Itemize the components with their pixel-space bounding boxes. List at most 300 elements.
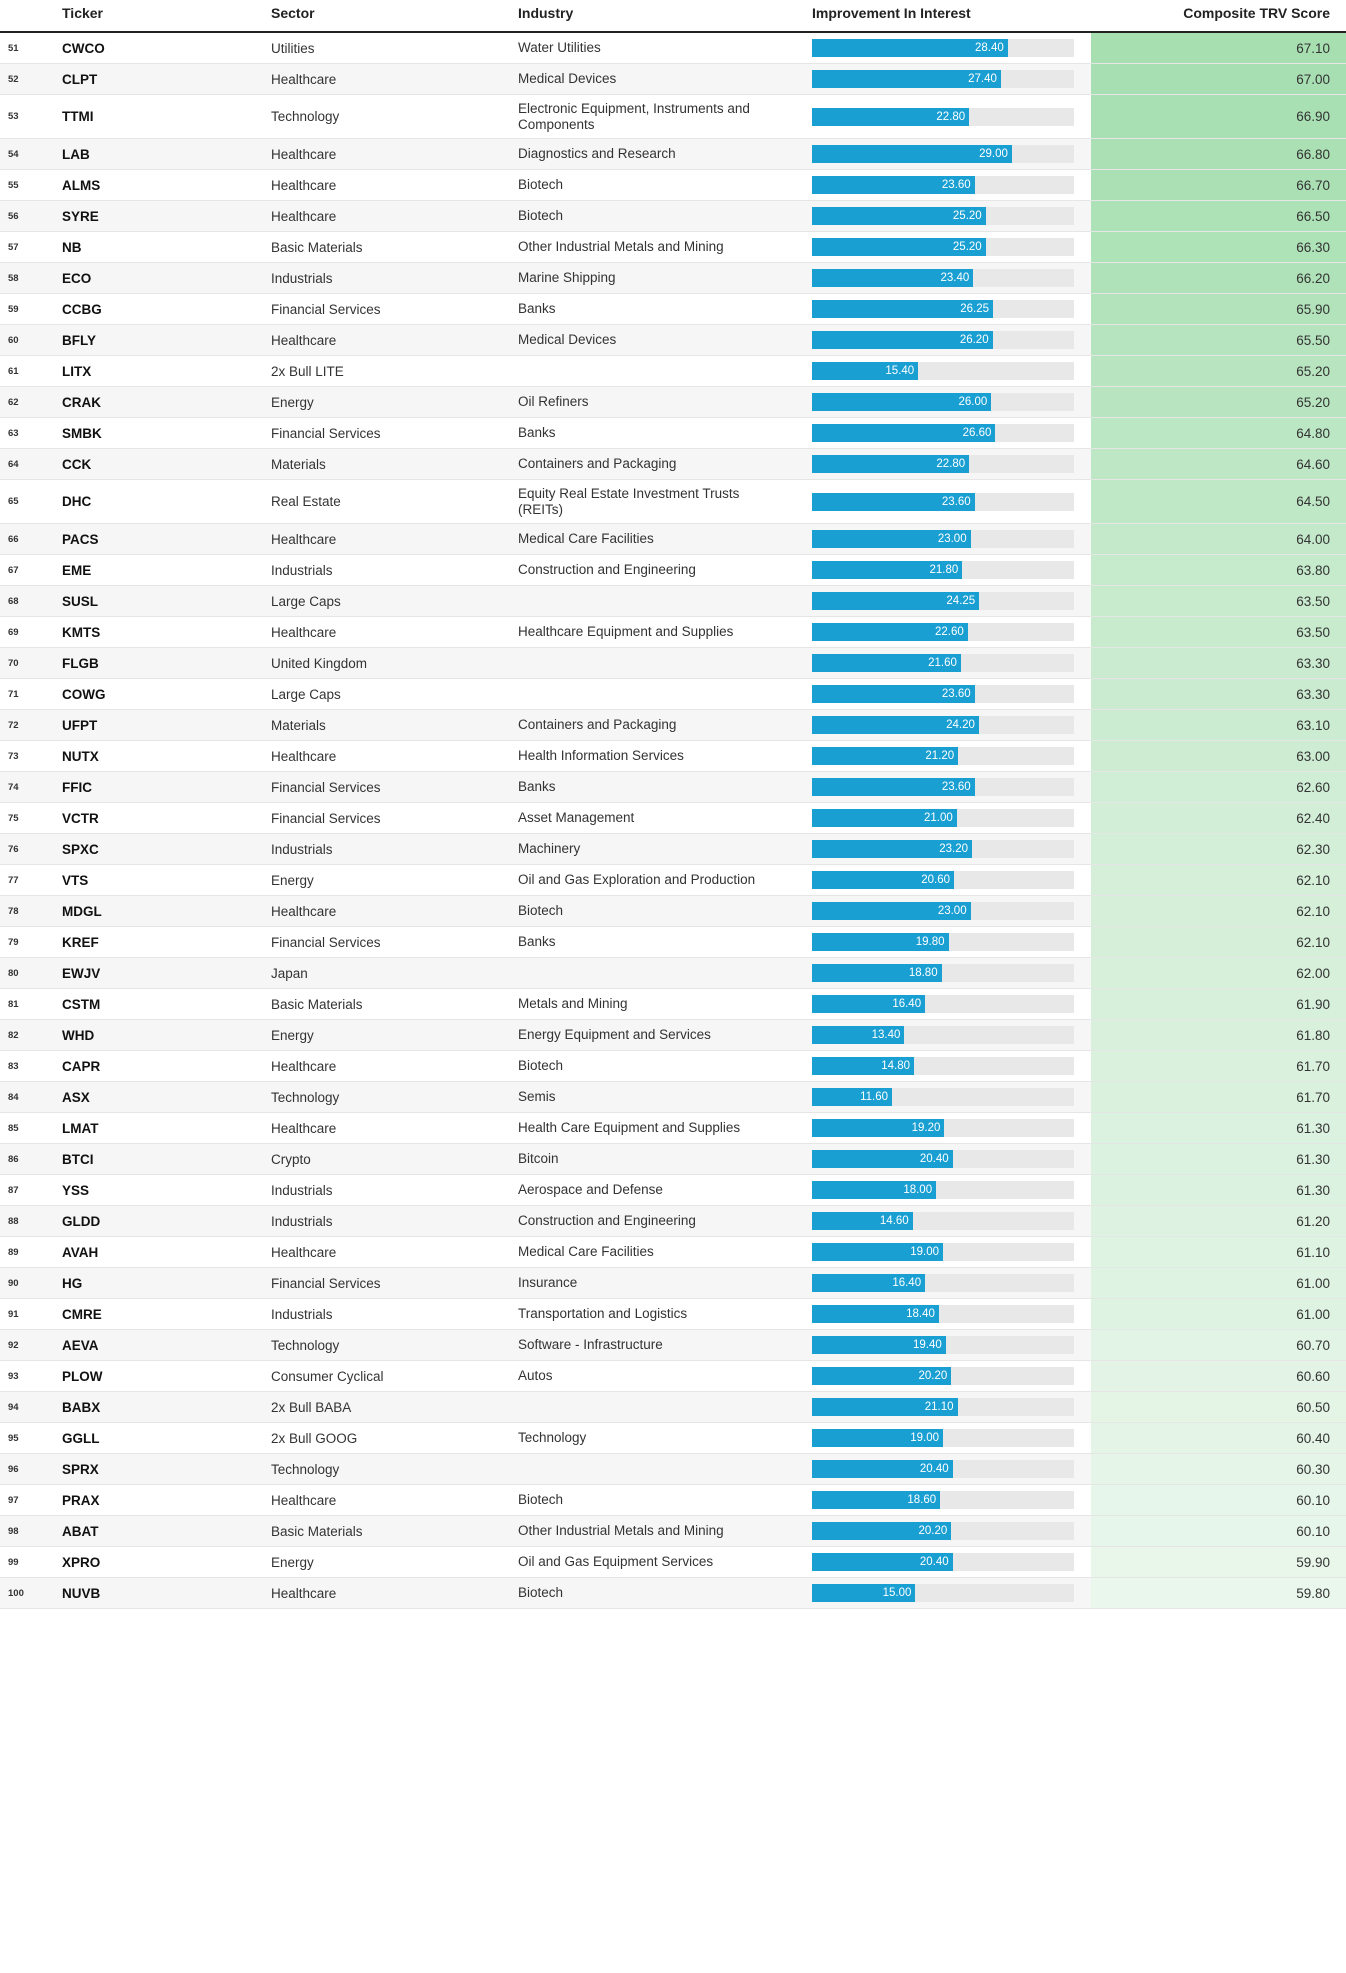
ticker-cell[interactable]: LAB [62, 146, 90, 162]
rank-cell: 90 [8, 1277, 19, 1289]
composite-trv-score-cell: 63.00 [1091, 741, 1346, 771]
interest-bar-fill [812, 1460, 953, 1478]
interest-bar-track [812, 269, 1074, 287]
interest-bar-track [812, 1057, 1074, 1075]
interest-bar-fill [812, 300, 993, 318]
rank-cell: 75 [8, 812, 19, 824]
composite-trv-score-cell: 60.70 [1091, 1330, 1346, 1360]
ticker-cell[interactable]: ALMS [62, 177, 101, 193]
column-header-ticker[interactable]: Ticker [62, 5, 103, 21]
interest-bar-fill [812, 592, 979, 610]
interest-bar-fill [812, 778, 975, 796]
interest-bar-fill [812, 530, 971, 548]
industry-cell: Machinery [518, 841, 581, 856]
ticker-cell[interactable]: FFIC [62, 779, 92, 795]
ticker-cell[interactable]: AEVA [62, 1337, 99, 1353]
ticker-cell[interactable]: PLOW [62, 1368, 103, 1384]
interest-bar-cell [812, 1020, 1074, 1050]
interest-bar-cell [812, 1578, 1074, 1608]
rank-cell: 73 [8, 750, 19, 762]
ticker-cell[interactable]: CLPT [62, 71, 98, 87]
industry-cell: Semis [518, 1089, 556, 1104]
ticker-cell[interactable]: EWJV [62, 965, 101, 981]
composite-trv-score-cell: 67.10 [1091, 33, 1346, 63]
interest-bar-fill [812, 716, 979, 734]
interest-bar-cell [812, 1175, 1074, 1205]
composite-trv-score-cell: 64.60 [1091, 449, 1346, 479]
table-row[interactable] [0, 710, 1346, 741]
interest-bar-fill [812, 1491, 940, 1509]
composite-trv-score-cell: 64.50 [1091, 480, 1346, 523]
ticker-cell[interactable]: SMBK [62, 425, 102, 441]
interest-bar-cell [812, 741, 1074, 771]
table-row[interactable] [0, 1020, 1346, 1051]
ticker-cell[interactable]: MDGL [62, 903, 102, 919]
ticker-cell[interactable]: VTS [62, 872, 89, 888]
composite-trv-score-cell: 63.30 [1091, 679, 1346, 709]
sector-cell: Energy [271, 872, 314, 888]
rank-cell: 78 [8, 905, 19, 917]
table-row[interactable] [0, 1206, 1346, 1237]
interest-bar-cell [812, 64, 1074, 94]
interest-bar-cell [812, 1423, 1074, 1453]
composite-trv-score-cell: 61.70 [1091, 1051, 1346, 1081]
composite-trv-score-cell: 66.80 [1091, 139, 1346, 169]
interest-bar-cell [812, 989, 1074, 1019]
interest-bar-cell [812, 294, 1074, 324]
industry-cell: Medical Care Facilities [518, 531, 654, 546]
composite-trv-score-cell: 62.10 [1091, 896, 1346, 926]
ticker-cell[interactable]: ABAT [62, 1523, 99, 1539]
interest-value: 20.20 [918, 1370, 948, 1382]
table-row[interactable] [0, 648, 1346, 679]
interest-bar-track [812, 424, 1074, 442]
table-row[interactable] [0, 1423, 1346, 1454]
ticker-cell[interactable]: WHD [62, 1027, 95, 1043]
interest-bar-track [812, 455, 1074, 473]
table-row[interactable] [0, 1330, 1346, 1361]
table-row[interactable] [0, 803, 1346, 834]
interest-bar-cell [812, 834, 1074, 864]
table-row[interactable] [0, 1485, 1346, 1516]
table-row[interactable] [0, 201, 1346, 232]
table-row[interactable] [0, 232, 1346, 263]
composite-trv-score-cell: 61.30 [1091, 1175, 1346, 1205]
table-row[interactable] [0, 263, 1346, 294]
composite-trv-score-cell: 60.60 [1091, 1361, 1346, 1391]
ticker-cell[interactable]: SPXC [62, 841, 99, 857]
interest-bar-cell [812, 263, 1074, 293]
interest-bar-track [812, 902, 1074, 920]
composite-trv-score-cell: 61.20 [1091, 1206, 1346, 1236]
interest-bar-cell [812, 449, 1074, 479]
rank-cell: 92 [8, 1339, 19, 1351]
table-row[interactable] [0, 586, 1346, 617]
interest-bar-cell [812, 1361, 1074, 1391]
interest-bar-fill [812, 561, 962, 579]
ticker-cell[interactable]: CSTM [62, 996, 101, 1012]
industry-cell: Oil and Gas Equipment Services [518, 1554, 714, 1569]
interest-bar-track [812, 207, 1074, 225]
industry-cell: Marine Shipping [518, 270, 616, 285]
interest-bar-fill [812, 1336, 946, 1354]
sector-cell: Financial Services [271, 301, 381, 317]
interest-bar-cell [812, 480, 1074, 523]
table-row[interactable] [0, 294, 1346, 325]
interest-bar-fill [812, 269, 973, 287]
interest-bar-fill [812, 1212, 913, 1230]
sector-cell: Materials [271, 717, 326, 733]
ticker-cell[interactable]: KREF [62, 934, 99, 950]
table-row[interactable] [0, 772, 1346, 803]
column-header-improvement-in-interest[interactable]: Improvement In Interest [812, 5, 971, 21]
ticker-cell[interactable]: LITX [62, 363, 92, 379]
table-row[interactable] [0, 679, 1346, 710]
sector-cell: Technology [271, 1089, 340, 1105]
table-row[interactable] [0, 1299, 1346, 1330]
composite-trv-score-cell: 63.80 [1091, 555, 1346, 585]
table-row[interactable] [0, 1547, 1346, 1578]
sector-cell: Basic Materials [271, 1523, 363, 1539]
interest-bar-fill [812, 1305, 939, 1323]
sector-cell: Financial Services [271, 810, 381, 826]
interest-bar-track [812, 300, 1074, 318]
ticker-cell[interactable]: ASX [62, 1089, 90, 1105]
interest-bar-track [812, 145, 1074, 163]
composite-trv-score-cell: 61.30 [1091, 1113, 1346, 1143]
table-row[interactable] [0, 1175, 1346, 1206]
industry-cell: Metals and Mining [518, 996, 628, 1011]
industry-cell: Medical Care Facilities [518, 1244, 654, 1259]
composite-trv-score-cell: 65.20 [1091, 387, 1346, 417]
interest-value: 26.25 [960, 303, 989, 315]
table-row[interactable] [0, 958, 1346, 989]
interest-bar-track [812, 331, 1074, 349]
industry-cell: Insurance [518, 1275, 578, 1290]
interest-bar-fill [812, 393, 991, 411]
interest-bar-fill [812, 1181, 936, 1199]
interest-value: 16.40 [892, 1277, 922, 1289]
interest-bar-cell [812, 95, 1074, 138]
table-row[interactable] [0, 325, 1346, 356]
table-row[interactable] [0, 1082, 1346, 1113]
rank-cell: 71 [8, 688, 19, 700]
interest-bar-fill [812, 809, 957, 827]
interest-value: 24.20 [946, 719, 975, 731]
rank-cell: 82 [8, 1029, 19, 1041]
interest-value: 20.40 [919, 1463, 949, 1475]
sector-cell: Financial Services [271, 779, 381, 795]
industry-cell: Banks [518, 779, 556, 794]
ticker-cell[interactable]: SYRE [62, 208, 99, 224]
interest-bar-fill [812, 1553, 953, 1571]
interest-value: 23.60 [941, 495, 971, 508]
sector-cell: 2x Bull BABA [271, 1399, 352, 1415]
interest-bar-cell [812, 325, 1074, 355]
sector-cell: Industrials [271, 1182, 333, 1198]
ticker-cell[interactable]: SUSL [62, 593, 99, 609]
interest-bar-cell [812, 418, 1074, 448]
interest-bar-fill [812, 747, 958, 765]
composite-trv-score-cell: 59.80 [1091, 1578, 1346, 1608]
table-row[interactable] [0, 865, 1346, 896]
table-row[interactable] [0, 356, 1346, 387]
composite-trv-score-cell: 65.50 [1091, 325, 1346, 355]
interest-bar-track [812, 238, 1074, 256]
table-row[interactable] [0, 1454, 1346, 1485]
ticker-cell[interactable]: AVAH [62, 1244, 99, 1260]
sector-cell: Industrials [271, 841, 333, 857]
industry-cell: Energy Equipment and Services [518, 1027, 711, 1042]
industry-cell: Oil and Gas Exploration and Production [518, 872, 756, 887]
industry-cell [518, 1392, 780, 1422]
interest-bar-fill [812, 176, 975, 194]
table-row[interactable] [0, 95, 1346, 139]
composite-trv-score-cell: 60.50 [1091, 1392, 1346, 1422]
interest-value: 18.80 [908, 967, 938, 979]
interest-bar-track [812, 1274, 1074, 1292]
interest-value: 23.60 [941, 688, 971, 700]
rank-cell: 88 [8, 1215, 19, 1227]
industry-cell: Biotech [518, 1058, 564, 1073]
ticker-cell[interactable]: PACS [62, 531, 99, 547]
sector-cell: Basic Materials [271, 239, 363, 255]
rank-cell: 60 [8, 334, 19, 346]
rank-cell: 77 [8, 874, 19, 886]
composite-trv-score-cell: 61.00 [1091, 1299, 1346, 1329]
sector-cell: United Kingdom [271, 655, 368, 671]
table-row[interactable] [0, 927, 1346, 958]
sector-cell: Industrials [271, 562, 333, 578]
rank-cell: 51 [8, 42, 19, 54]
table-row[interactable] [0, 524, 1346, 555]
table-row[interactable] [0, 139, 1346, 170]
interest-bar-fill [812, 207, 986, 225]
ticker-cell[interactable]: TTMI [62, 109, 94, 124]
table-row[interactable] [0, 418, 1346, 449]
table-row[interactable] [0, 480, 1346, 524]
interest-bar-fill [812, 1057, 914, 1075]
interest-bar-track [812, 1181, 1074, 1199]
ticker-cell[interactable]: CAPR [62, 1058, 101, 1074]
sector-cell: 2x Bull GOOG [271, 1430, 358, 1446]
interest-bar-track [812, 70, 1074, 88]
ticker-cell[interactable]: SPRX [62, 1461, 99, 1477]
ticker-cell[interactable]: BTCI [62, 1151, 94, 1167]
interest-bar-fill [812, 1150, 953, 1168]
ticker-cell[interactable]: GLDD [62, 1213, 101, 1229]
table-row[interactable] [0, 1578, 1346, 1609]
ticker-cell[interactable]: NUVB [62, 1585, 101, 1601]
column-header-sector[interactable]: Sector [271, 5, 315, 21]
interest-bar-fill [812, 1026, 904, 1044]
ticker-cell[interactable]: XPRO [62, 1554, 101, 1570]
ticker-cell[interactable]: ECO [62, 270, 92, 286]
table-row[interactable] [0, 1144, 1346, 1175]
industry-cell: Health Care Equipment and Supplies [518, 1120, 741, 1135]
interest-bar-cell [812, 356, 1074, 386]
sector-cell: Energy [271, 1554, 314, 1570]
table-row[interactable] [0, 617, 1346, 648]
ticker-cell[interactable]: KMTS [62, 624, 101, 640]
industry-cell: Medical Devices [518, 332, 617, 347]
industry-cell: Banks [518, 425, 556, 440]
sector-cell: Financial Services [271, 425, 381, 441]
sector-cell: Industrials [271, 1213, 333, 1229]
ticker-cell[interactable]: VCTR [62, 810, 99, 826]
interest-bar-cell [812, 865, 1074, 895]
ticker-cell[interactable]: DHC [62, 494, 92, 509]
table-row[interactable] [0, 741, 1346, 772]
sector-cell: Healthcare [271, 1585, 337, 1601]
interest-bar-track [812, 393, 1074, 411]
interest-bar-fill [812, 70, 1001, 88]
table-row[interactable] [0, 555, 1346, 586]
industry-cell: Other Industrial Metals and Mining [518, 1523, 724, 1538]
table-row[interactable] [0, 989, 1346, 1020]
table-row[interactable] [0, 834, 1346, 865]
ticker-cell[interactable]: PRAX [62, 1492, 100, 1508]
ticker-cell[interactable]: HG [62, 1275, 83, 1291]
sector-cell: 2x Bull LITE [271, 363, 344, 379]
ticker-cell[interactable]: COWG [62, 686, 106, 702]
interest-bar-cell [812, 1113, 1074, 1143]
interest-bar-cell [812, 1454, 1074, 1484]
composite-trv-score-cell: 63.50 [1091, 586, 1346, 616]
interest-bar-track [812, 108, 1074, 126]
industry-cell: Biotech [518, 1585, 564, 1600]
rank-cell: 63 [8, 427, 19, 439]
composite-trv-score-cell: 60.40 [1091, 1423, 1346, 1453]
sector-cell: Energy [271, 394, 314, 410]
interest-value: 18.60 [907, 1494, 937, 1506]
table-row[interactable] [0, 387, 1346, 418]
composite-trv-score-cell: 62.10 [1091, 927, 1346, 957]
table-row[interactable] [0, 449, 1346, 480]
sector-cell: Large Caps [271, 593, 341, 609]
industry-cell: Water Utilities [518, 40, 601, 55]
industry-cell: Biotech [518, 208, 564, 223]
table-row[interactable] [0, 33, 1346, 64]
interest-bar-cell [812, 1392, 1074, 1422]
composite-trv-score-cell: 62.30 [1091, 834, 1346, 864]
interest-value: 15.40 [885, 365, 915, 377]
table-row[interactable] [0, 896, 1346, 927]
ticker-cell[interactable]: CCK [62, 456, 92, 472]
table-row[interactable] [0, 64, 1346, 95]
sector-cell: Healthcare [271, 1058, 337, 1074]
industry-cell: Autos [518, 1368, 553, 1383]
industry-cell [518, 356, 780, 386]
interest-bar-track [812, 964, 1074, 982]
table-row[interactable] [0, 1113, 1346, 1144]
interest-bar-track [812, 592, 1074, 610]
interest-value: 14.60 [879, 1215, 909, 1227]
interest-bar-track [812, 1088, 1074, 1106]
sector-cell: Healthcare [271, 748, 337, 764]
table-row[interactable] [0, 1392, 1346, 1423]
interest-bar-fill [812, 1522, 951, 1540]
interest-bar-cell [812, 201, 1074, 231]
ticker-cell[interactable]: NB [62, 239, 82, 255]
table-row[interactable] [0, 1361, 1346, 1392]
sector-cell: Industrials [271, 270, 333, 286]
industry-cell [518, 679, 780, 709]
industry-cell: Diagnostics and Research [518, 146, 676, 161]
ticker-cell[interactable]: LMAT [62, 1120, 99, 1136]
ticker-cell[interactable]: YSS [62, 1182, 90, 1198]
interest-bar-cell [812, 1051, 1074, 1081]
industry-cell: Other Industrial Metals and Mining [518, 239, 724, 254]
industry-cell: Construction and Engineering [518, 1213, 696, 1228]
interest-bar-track [812, 1119, 1074, 1137]
ticker-cell[interactable]: FLGB [62, 655, 99, 671]
interest-bar-track [812, 1212, 1074, 1230]
table-row[interactable] [0, 1268, 1346, 1299]
ticker-cell[interactable]: CCBG [62, 301, 102, 317]
ticker-cell[interactable]: EME [62, 562, 92, 578]
interest-value: 23.20 [939, 843, 968, 855]
composite-trv-score-cell: 60.10 [1091, 1485, 1346, 1515]
interest-bar-track [812, 840, 1074, 858]
interest-value: 26.20 [959, 334, 989, 346]
sector-cell: Materials [271, 456, 326, 472]
ticker-cell[interactable]: GGLL [62, 1430, 100, 1446]
ticker-cell[interactable]: CRAK [62, 394, 101, 410]
interest-bar-cell [812, 1144, 1074, 1174]
interest-bar-cell [812, 772, 1074, 802]
ticker-cell[interactable]: UFPT [62, 717, 98, 733]
interest-bar-track [812, 654, 1074, 672]
table-row[interactable] [0, 170, 1346, 201]
sector-cell: Financial Services [271, 1275, 381, 1291]
ticker-cell[interactable]: BABX [62, 1399, 101, 1415]
rank-cell: 87 [8, 1184, 19, 1196]
interest-bar-track [812, 1491, 1074, 1509]
composite-trv-score-cell: 63.10 [1091, 710, 1346, 740]
sector-cell: Healthcare [271, 903, 337, 919]
rank-cell: 62 [8, 396, 19, 408]
interest-bar-fill [812, 424, 995, 442]
table-row[interactable] [0, 1516, 1346, 1547]
interest-bar-fill [812, 1367, 951, 1385]
interest-bar-cell [812, 1206, 1074, 1236]
industry-cell: Medical Devices [518, 71, 617, 86]
ticker-cell[interactable]: BFLY [62, 332, 97, 348]
column-header-industry[interactable]: Industry [518, 5, 574, 21]
interest-value: 24.25 [946, 595, 976, 607]
ticker-cell[interactable]: CWCO [62, 40, 105, 56]
interest-value: 21.20 [925, 750, 955, 762]
column-header-composite-trv-score[interactable]: Composite TRV Score [1183, 5, 1330, 21]
interest-bar-cell [812, 896, 1074, 926]
interest-bar-fill [812, 654, 961, 672]
table-body [0, 33, 1346, 1609]
ticker-cell[interactable]: NUTX [62, 748, 99, 764]
industry-cell: Transportation and Logistics [518, 1306, 688, 1321]
composite-trv-score-cell: 61.80 [1091, 1020, 1346, 1050]
industry-cell: Biotech [518, 1492, 564, 1507]
interest-bar-fill [812, 933, 949, 951]
interest-bar-fill [812, 1119, 944, 1137]
interest-bar-track [812, 1553, 1074, 1571]
interest-bar-track [812, 778, 1074, 796]
ticker-cell[interactable]: CMRE [62, 1306, 102, 1322]
table-row[interactable] [0, 1237, 1346, 1268]
interest-value: 22.60 [935, 626, 964, 638]
table-row[interactable] [0, 1051, 1346, 1082]
rank-cell: 89 [8, 1246, 19, 1258]
